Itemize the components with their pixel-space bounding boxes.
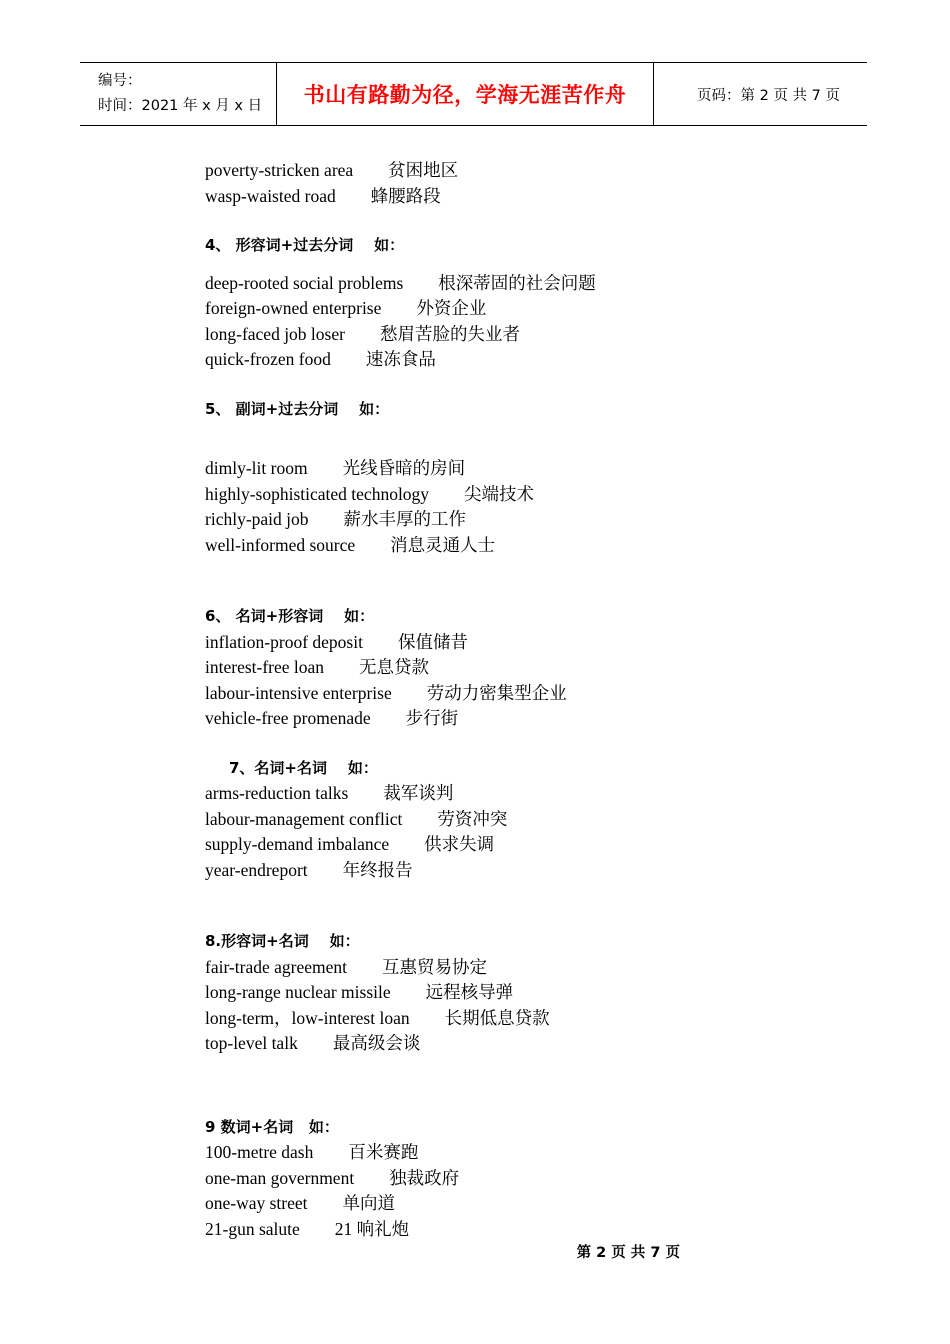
spacer: [205, 209, 885, 233]
text-line: 100-metre dash 百米赛跑: [205, 1142, 419, 1162]
text-line: interest-free loan 无息贷款: [205, 657, 430, 677]
spacer: [205, 259, 885, 271]
header-number-label: 编号：: [98, 73, 142, 89]
section-heading-8: 8.形容词+名词 如：: [205, 932, 360, 950]
text-block: [205, 1140, 885, 1242]
text-line: one-man government 独裁政府: [205, 1167, 460, 1188]
spacer: [205, 732, 885, 756]
page-footer: 第 2 页 共 7 页: [576, 1245, 680, 1261]
section-heading-4: 4、 形容词+过去分词 如：: [205, 236, 405, 254]
header-page-label: 页码：第 2 页 共 7 页: [697, 87, 840, 104]
text-line: highly-sophisticated technology 尖端技术: [205, 483, 535, 504]
text-line: quick-frozen food 速冻食品: [205, 349, 436, 369]
text-line: dimly-lit room 光线昏暗的房间: [205, 458, 466, 478]
text-line: wasp-waisted road 蜂腰路段: [205, 185, 441, 206]
header-slogan: 书山有路勤为径，学海无涯苦作舟: [303, 82, 627, 107]
section-heading-6: 6、 名词+形容词 如：: [205, 607, 375, 625]
header-page-cell: [654, 63, 867, 125]
header-slogan-cell: [277, 63, 654, 125]
spacer: [205, 917, 885, 929]
text-line: poverty-stricken area 贫困地区: [205, 160, 459, 180]
text-block: [205, 158, 885, 209]
header-left-cell: [80, 63, 277, 125]
text-line: top-level talk 最高级会谈: [205, 1033, 421, 1053]
text-line: labour-management conflict 劳资冲突: [205, 808, 508, 829]
text-line: 21-gun salute 21 响礼炮: [205, 1218, 410, 1239]
text-line: labour-intensive enterprise 劳动力密集型企业: [205, 682, 567, 703]
text-line: vehicle-free promenade 步行街: [205, 708, 459, 728]
header-time-label: 时间：2021 年 x 月 x 日: [98, 98, 263, 114]
text-block: [205, 955, 885, 1057]
text-line: fair-trade agreement 互惠贸易协定: [205, 956, 487, 977]
spacer: [205, 558, 885, 592]
section-heading-5: 5、 副词+过去分词 如：: [205, 399, 390, 418]
text-line: long-term，low-interest loan 长期低息贷款: [205, 1007, 550, 1028]
text-block: [205, 271, 885, 373]
spacer: [205, 422, 885, 456]
text-line: year-endreport 年终报告: [205, 859, 413, 880]
text-line: foreign-owned enterprise 外资企业: [205, 298, 487, 318]
section-heading-7: 7、名词+名词 如：: [229, 758, 378, 777]
spacer: [205, 883, 885, 917]
text-line: richly-paid job 薪水丰厚的工作: [205, 509, 467, 529]
text-block: [205, 781, 885, 883]
text-line: deep-rooted social problems 根深蒂固的社会问题: [205, 272, 596, 293]
spacer: [205, 1057, 885, 1091]
text-line: one-way street 单向道: [205, 1193, 396, 1213]
text-block: [205, 456, 885, 558]
text-line: well-informed source 消息灵通人士: [205, 534, 496, 555]
document-header-table: [80, 62, 867, 126]
text-line: inflation-proof deposit 保值储昔: [205, 631, 468, 652]
text-line: long-range nuclear missile 远程核导弹: [205, 982, 514, 1002]
text-line: supply-demand imbalance 供求失调: [205, 834, 495, 854]
spacer: [205, 373, 885, 397]
spacer: [205, 1091, 885, 1115]
section-heading-9: 9 数词+名词 如：: [205, 1117, 339, 1136]
document-body: [205, 158, 885, 1242]
text-line: long-faced job loser 愁眉苦脸的失业者: [205, 323, 520, 344]
spacer: [205, 592, 885, 604]
text-line: arms-reduction talks 裁军谈判: [205, 783, 454, 803]
text-block: [205, 630, 885, 732]
